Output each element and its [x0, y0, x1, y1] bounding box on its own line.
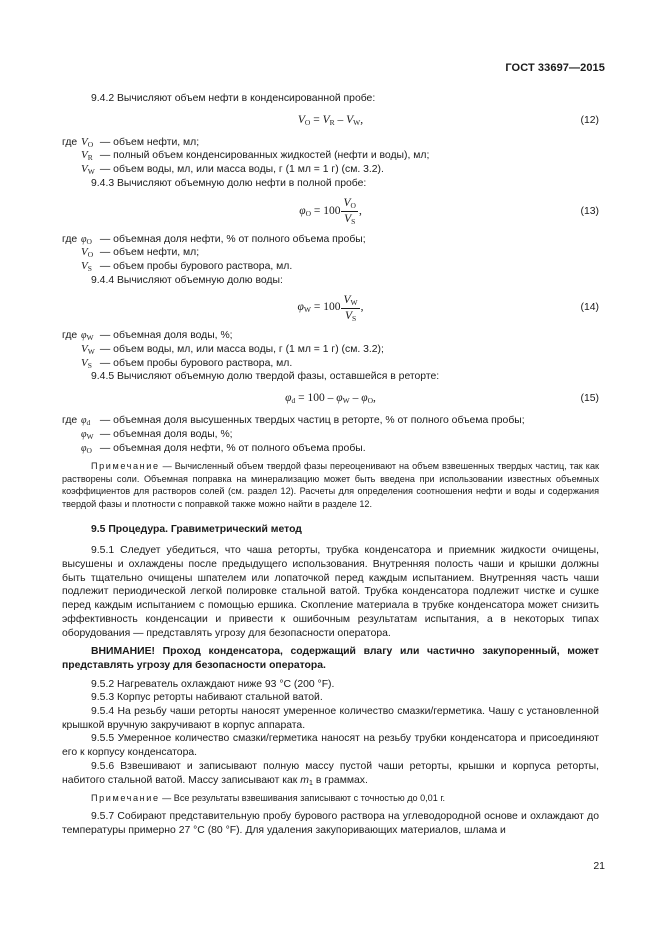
formula-13-number: (13): [580, 205, 599, 217]
clause-9-4-3: 9.4.3 Вычисляют объемную долю нефти в полной пробе:: [91, 177, 367, 189]
where-item: $V_S$ — объем пробы бурового раствора, мл.: [81, 259, 293, 273]
where-item: где $\varphi_W$ — объемная доля воды, %;: [62, 330, 233, 343]
where-item: где $\varphi_O$ — объемная доля нефти, % от полного объема пробы;: [62, 233, 366, 246]
clause-9-4-5: 9.4.5 Вычисляют объемную долю твердой фазы, оставшейся в реторте:: [91, 371, 440, 383]
clause-9-5-2: 9.5.2 Нагреватель охлаждают ниже 93 °С (200 °F).: [91, 678, 335, 690]
where-item: $\varphi_O$ — объемная доля нефти, % от полного объема пробы.: [81, 442, 366, 455]
formula-15-number: (15): [580, 393, 599, 405]
where-item: $V_O$ — объем нефти, мл;: [81, 246, 200, 260]
where-item: $V_W$ — объем воды, мл, или масса воды, г (1 мл = 1 г) (см. 3.2).: [81, 163, 384, 177]
note-2: Примечание — Все результаты взвешивания записывают с точностью до 0,01 г.: [91, 793, 446, 804]
clause-9-5-7: 9.5.7 Собирают представительную пробу бурового раствора на углеводородной основе и охлаждают до температуры примерно 27 °С (80 °F). Для удаления закупоривающих материалов, шлама и: [62, 810, 599, 836]
document-code: ГОСТ 33697—2015: [505, 62, 605, 74]
clause-9-5-4: 9.5.4 На резьбу чаши реторты наносят умеренное количество смазки/герметика. Чашу с установленной крышкой вручную закручивают в корпус аппарата.: [62, 706, 599, 731]
formula-12: [62, 106, 599, 136]
formula-14: [62, 287, 599, 329]
section-heading-9-5: 9.5 Процедура. Гравиметрический метод: [91, 523, 302, 535]
clause-9-4-2: 9.4.2 Вычисляют объем нефти в конденсированной пробе:: [91, 93, 376, 104]
where-item: $V_S$ — объем пробы бурового раствора, мл.: [81, 356, 293, 370]
where-item: $V_R$ — полный объем конденсированных жидкостей (нефти и воды), мл;: [81, 149, 430, 163]
clause-9-5-6: 9.5.6 Взвешивают и записывают полную массу пустой чаши реторты, крышки и корпуса реторты, набитого стальной ватой. Массу записывают как $m_1$ в граммах.: [62, 760, 599, 787]
where-list-14: [62, 329, 599, 370]
where-list-13: [62, 233, 599, 274]
where-list-12: [62, 136, 599, 177]
page-number: 21: [593, 860, 605, 873]
note-1: Примечание — Вычисленный объем твердой фазы переоценивают на объем взвешенных твердых частиц, так как растворены соли. Объемная поправка на минерализацию может быть введена при использовании известных объемных коэффициентов для растворов солей (см. раздел 12). Расчеты для определения соотношения нефти и воды и содержания твердой фазы и плотности с поправкой также можно найти в разделе 12.: [62, 461, 599, 510]
clause-9-5-1: 9.5.1 Следует убедиться, что чаша реторты, трубка конденсатора и приемник жидкости очищены, высушены и охлаждены после предыдущего использования. Внутренняя полость чаши и крышки должны быть тщательно очищены шпателем или лопаточкой перед каждым испытанием. Внутренняя часть чаши подлежит периодической легкой полировке стальной ватой. Трубка конденсатора подлежит чистке и сушке перед каждым испытанием с помощью ершика. Скопление материала в трубке конденсатора может снизить эффективность конденсации и привести к ошибочным результатам испытания, а в некоторых типах оборудования — представлять угрозу для безопасности оператора.: [62, 545, 599, 639]
formula-13-expression: $\varphi_O = 100$ $\frac{V_O}{V_S}$ ,: [299, 197, 362, 227]
warning-text: ВНИМАНИЕ! Проход конденсатора, содержащий влагу или частично закупоренный, может представлять угрозу для безопасности оператора.: [62, 646, 599, 671]
where-list-15: [62, 414, 599, 455]
formula-12-expression: $V_O = V_R - V_W$,: [297, 113, 364, 127]
formula-15-expression: $\varphi_d = 100 - \varphi_W - \varphi_O$,: [285, 392, 376, 406]
formula-12-number: (12): [580, 114, 599, 126]
where-item: $\varphi_W$ — объемная доля воды, %;: [81, 428, 233, 441]
formula-14-number: (14): [580, 302, 599, 314]
where-item: где $\varphi_d$ — объемная доля высушенных твердых частиц в реторте, % от полного объема пробы;: [62, 415, 525, 428]
formula-13: [62, 191, 599, 233]
clause-9-5-3: 9.5.3 Корпус реторты набивают стальной ватой.: [91, 692, 323, 704]
formula-14-expression: $\varphi_W = 100$ $\frac{V_W}{V_S}$ ,: [297, 293, 364, 323]
page-content: [62, 92, 599, 837]
where-item: $V_W$ — объем воды, мл, или масса воды, г (1 мл = 1 г) (см. 3.2);: [81, 343, 384, 357]
formula-15: [62, 384, 599, 414]
clause-9-4-4: 9.4.4 Вычисляют объемную долю воды:: [91, 274, 283, 286]
clause-9-5-5: 9.5.5 Умеренное количество смазки/герметика наносят на резьбу трубки конденсатора и присоединяют его к корпусу конденсатора.: [62, 733, 599, 759]
where-item: где $V_O$ — объем нефти, мл;: [62, 135, 200, 149]
